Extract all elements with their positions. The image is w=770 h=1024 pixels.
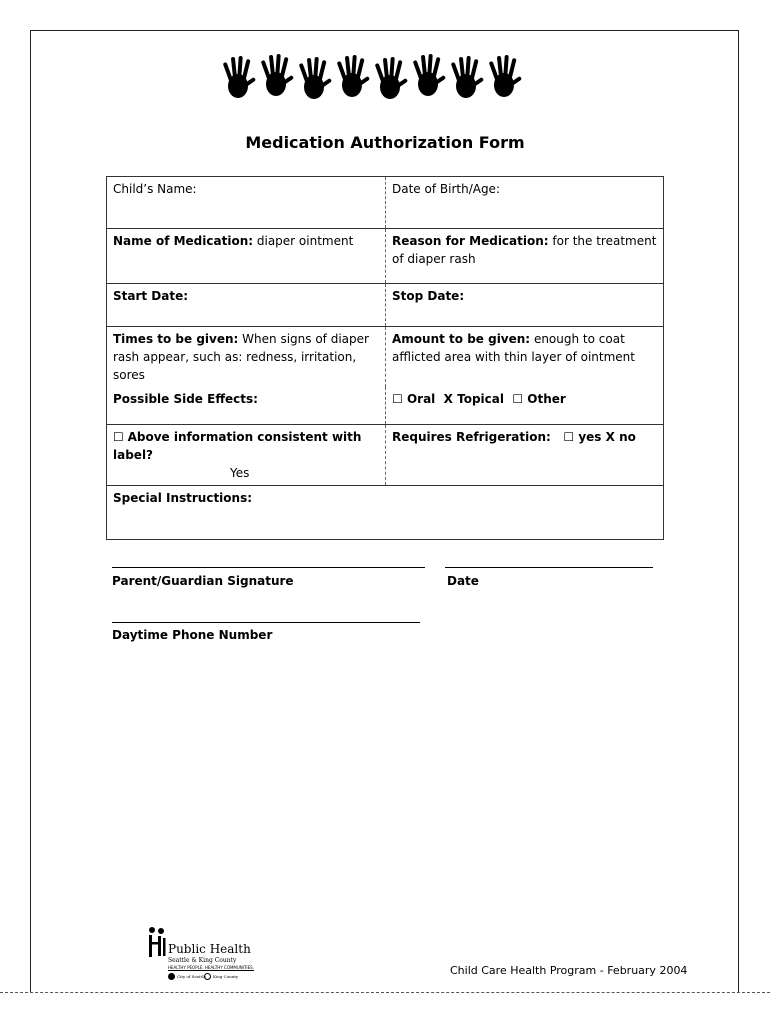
medication-name-field[interactable] bbox=[107, 229, 386, 284]
handprint-icon bbox=[261, 54, 294, 96]
route-field bbox=[386, 387, 664, 424]
dob-label: Date of Birth/Age: bbox=[392, 182, 500, 196]
page-bottom-divider bbox=[0, 992, 770, 993]
phone-line[interactable] bbox=[112, 622, 420, 623]
handprint-icon bbox=[375, 57, 408, 99]
page-title: Medication Authorization Form bbox=[245, 133, 525, 152]
start-date-label: Start Date: bbox=[113, 289, 189, 303]
side-effects-label: Possible Side Effects: bbox=[113, 392, 258, 406]
stop-date-field[interactable] bbox=[386, 284, 664, 327]
oral-checkbox[interactable]: ☐ bbox=[392, 392, 403, 406]
footer-text: Child Care Health Program - February 2004 bbox=[450, 964, 688, 977]
handprint-icon bbox=[489, 55, 522, 97]
parent-signature-label: Parent/Guardian Signature bbox=[112, 574, 294, 588]
medication-name-label: Name of Medication: bbox=[113, 234, 254, 248]
other-option: Other bbox=[527, 392, 566, 406]
handprint-icon bbox=[413, 54, 446, 96]
handprint-icon bbox=[299, 57, 332, 99]
table-row bbox=[107, 229, 664, 284]
date-label: Date bbox=[447, 574, 479, 588]
side-effects-field[interactable] bbox=[107, 387, 386, 424]
special-instructions-field[interactable] bbox=[107, 485, 664, 539]
refrigeration-no: no bbox=[619, 429, 636, 444]
public-health-logo bbox=[146, 926, 286, 986]
handprint-icon bbox=[451, 56, 484, 98]
refrigeration-field bbox=[386, 424, 664, 485]
label-question: Above information consistent with label? bbox=[113, 429, 362, 462]
label-consistency-field bbox=[107, 424, 386, 485]
phone-label: Daytime Phone Number bbox=[112, 628, 273, 642]
amount-field[interactable] bbox=[386, 327, 664, 388]
table-row bbox=[107, 177, 664, 229]
logo-county: King County bbox=[213, 974, 239, 979]
logo-subtitle: Seattle & King County bbox=[168, 957, 237, 964]
handprint-icon bbox=[223, 56, 256, 98]
handprint-icon bbox=[337, 55, 370, 97]
amount-label: Amount to be given: bbox=[392, 332, 531, 346]
oral-option: Oral bbox=[406, 392, 436, 406]
public-health-logo-mark-icon bbox=[146, 926, 170, 958]
dob-field[interactable] bbox=[386, 177, 664, 229]
handprints-decoration bbox=[222, 52, 532, 102]
other-checkbox[interactable]: ☐ bbox=[512, 392, 524, 406]
child-name-label: Child’s Name: bbox=[113, 182, 197, 196]
seattle-seal-icon bbox=[168, 973, 175, 980]
times-label: Times to be given: bbox=[113, 332, 239, 346]
refrigeration-yes-checkbox[interactable]: ☐ bbox=[563, 429, 575, 444]
start-date-field[interactable] bbox=[107, 284, 386, 327]
logo-city: City of Seattle bbox=[177, 974, 206, 979]
refrigeration-yes: yes bbox=[578, 429, 602, 444]
medication-name-value: diaper ointment bbox=[256, 234, 354, 248]
child-name-field[interactable] bbox=[107, 177, 386, 229]
logo-name: Public Health bbox=[168, 942, 251, 956]
label-answer: Yes bbox=[230, 465, 250, 480]
logo-tagline: HEALTHY PEOPLE. HEALTHY COMMUNITIES. bbox=[168, 965, 254, 970]
date-line[interactable] bbox=[445, 567, 653, 568]
special-instructions-label: Special Instructions: bbox=[113, 490, 253, 505]
table-row bbox=[107, 327, 664, 388]
topical-checkmark[interactable]: X bbox=[443, 392, 453, 406]
times-field[interactable] bbox=[107, 327, 386, 388]
table-row bbox=[107, 387, 664, 424]
amount-value: enough to coat afflicted area with thin layer of ointment bbox=[392, 332, 635, 364]
table-row bbox=[107, 284, 664, 327]
refrigeration-label: Requires Refrigeration: bbox=[392, 429, 551, 444]
times-value: When signs of diaper rash appear, such as: redness, irritation, sores bbox=[113, 332, 369, 382]
stop-date-label: Stop Date: bbox=[392, 289, 465, 303]
parent-signature-line[interactable] bbox=[112, 567, 425, 568]
king-county-seal-icon bbox=[204, 973, 211, 980]
refrigeration-no-checkmark[interactable]: X bbox=[605, 429, 615, 444]
table-row bbox=[107, 485, 664, 539]
reason-label: Reason for Medication: bbox=[392, 234, 549, 248]
topical-option: Topical bbox=[457, 392, 504, 406]
medication-form-table bbox=[106, 176, 664, 540]
label-checkbox[interactable]: ☐ bbox=[113, 429, 124, 444]
reason-value: for the treatment of diaper rash bbox=[392, 234, 657, 266]
reason-field[interactable] bbox=[386, 229, 664, 284]
table-row bbox=[107, 424, 664, 485]
